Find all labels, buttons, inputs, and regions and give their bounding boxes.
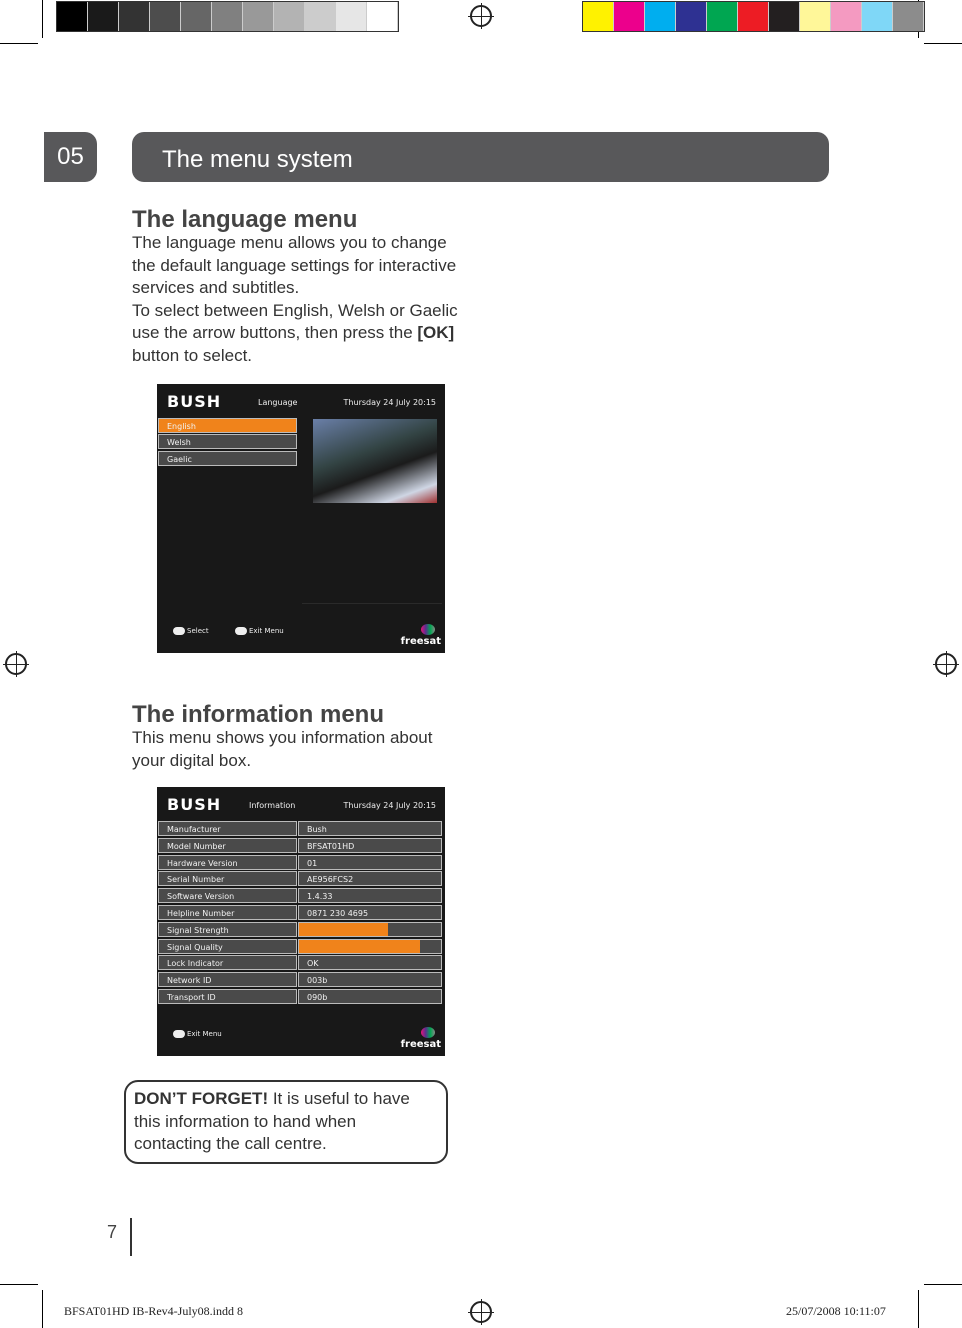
registration-mark-icon <box>5 653 27 675</box>
info-value: OK <box>298 955 442 970</box>
color-swatch <box>893 2 924 31</box>
ok-button-icon <box>173 627 185 635</box>
registration-mark-icon <box>470 1301 492 1323</box>
info-label: Network ID <box>158 972 297 987</box>
chapter-title: The menu system <box>132 132 829 182</box>
crop-mark <box>42 0 43 38</box>
info-label: Software Version <box>158 888 297 903</box>
color-swatch <box>862 2 893 31</box>
freesat-logo <box>401 1039 441 1050</box>
crop-mark <box>42 1290 43 1328</box>
language-description <box>132 232 462 368</box>
language-option-english[interactable]: English <box>158 418 297 433</box>
color-swatch <box>367 2 398 31</box>
bar-fill <box>299 923 388 936</box>
page-number: 7 <box>107 1222 118 1242</box>
screen-datetime: Thursday 24 July 20:15 <box>343 801 436 810</box>
information-heading: The information menu <box>132 701 384 728</box>
exit-label: Exit Menu <box>249 627 284 635</box>
color-swatch <box>243 2 274 31</box>
screen-title: Language <box>258 398 298 407</box>
color-swatch <box>336 2 367 31</box>
color-swatch <box>274 2 305 31</box>
page-number-rule <box>130 1218 132 1256</box>
info-label: Hardware Version <box>158 855 297 870</box>
registration-mark-icon <box>470 5 492 27</box>
info-value: 090b <box>298 989 442 1004</box>
color-swatch <box>707 2 738 31</box>
info-label: Serial Number <box>158 871 297 886</box>
info-value: BFSAT01HD <box>298 838 442 853</box>
signal-strength-bar <box>298 922 442 937</box>
exit-button-icon <box>173 1030 185 1038</box>
note-title: DON’T FORGET! <box>134 1089 269 1108</box>
color-swatch <box>676 2 707 31</box>
info-label: Signal Strength <box>158 922 297 937</box>
color-swatch <box>57 2 88 31</box>
screen-datetime: Thursday 24 July 20:15 <box>343 398 436 407</box>
info-value: 1.4.33 <box>298 888 442 903</box>
divider <box>302 603 442 604</box>
ok-key-text: [OK] <box>417 323 455 343</box>
info-label: Model Number <box>158 838 297 853</box>
crop-mark <box>924 43 962 44</box>
exit-hint <box>173 1030 222 1038</box>
select-label: Select <box>187 627 209 635</box>
info-value: 003b <box>298 972 442 987</box>
exit-label: Exit Menu <box>187 1030 222 1038</box>
info-label: Manufacturer <box>158 821 297 836</box>
color-swatch <box>769 2 800 31</box>
info-value: AE956FCS2 <box>298 871 442 886</box>
chapter-number: 05 <box>44 132 97 182</box>
screen-title: Information <box>249 801 296 810</box>
language-paragraph-2 <box>132 300 462 368</box>
freesat-logo <box>401 636 441 647</box>
language-heading: The language menu <box>132 206 358 233</box>
color-swatch <box>738 2 769 31</box>
info-value: 0871 230 4695 <box>298 905 442 920</box>
color-swatch <box>583 2 614 31</box>
color-swatch <box>305 2 336 31</box>
slug-filename: BFSAT01HD IB-Rev4-July08.indd 8 <box>64 1304 244 1318</box>
bush-logo: BUSH <box>167 795 222 814</box>
color-swatch <box>645 2 676 31</box>
freesat-text: freesat <box>400 636 441 647</box>
color-swatch <box>800 2 831 31</box>
info-label: Signal Quality <box>158 939 297 954</box>
info-label: Transport ID <box>158 989 297 1004</box>
bar-fill <box>299 940 420 953</box>
color-swatch <box>150 2 181 31</box>
language-paragraph-1: The language menu allows you to change the default language settings for interactive services and subtitles. <box>132 233 457 298</box>
info-label: Helpline Number <box>158 905 297 920</box>
info-value: Bush <box>298 821 442 836</box>
info-label: Lock Indicator <box>158 955 297 970</box>
language-option-gaelic[interactable]: Gaelic <box>158 451 297 466</box>
info-value: 01 <box>298 855 442 870</box>
language-option-welsh[interactable]: Welsh <box>158 434 297 449</box>
color-swatch <box>88 2 119 31</box>
registration-mark-icon <box>935 653 957 675</box>
crop-mark <box>0 43 38 44</box>
gray-color-bar <box>56 1 399 32</box>
screen-header <box>157 384 445 420</box>
bush-logo: BUSH <box>167 392 222 411</box>
freesat-text: freesat <box>400 1039 441 1050</box>
exit-button-icon <box>235 627 247 635</box>
cmyk-color-bar <box>582 1 925 32</box>
screen-header <box>157 787 445 823</box>
color-swatch <box>831 2 862 31</box>
text: To select between English, Welsh or Gaelic use the arrow buttons, then press the <box>132 300 458 343</box>
language-menu-screenshot <box>157 384 445 653</box>
tv-preview-image <box>313 419 437 503</box>
slug-date: 25/07/2008 10:11:07 <box>786 1304 886 1318</box>
signal-quality-bar <box>298 939 442 954</box>
information-menu-screenshot <box>157 787 445 1056</box>
text: button to select. <box>132 345 253 365</box>
color-swatch <box>614 2 645 31</box>
color-swatch <box>181 2 212 31</box>
exit-hint <box>235 627 284 635</box>
note-text: It is useful to have this information to hand when contacting the call centre. <box>134 1089 410 1154</box>
information-description: This menu shows you information about your digital box. <box>132 728 433 770</box>
select-hint <box>173 627 209 635</box>
crop-mark <box>0 1284 38 1285</box>
crop-mark <box>918 1290 919 1328</box>
dont-forget-note <box>124 1080 448 1164</box>
color-swatch <box>212 2 243 31</box>
color-swatch <box>119 2 150 31</box>
crop-mark <box>924 1284 962 1285</box>
